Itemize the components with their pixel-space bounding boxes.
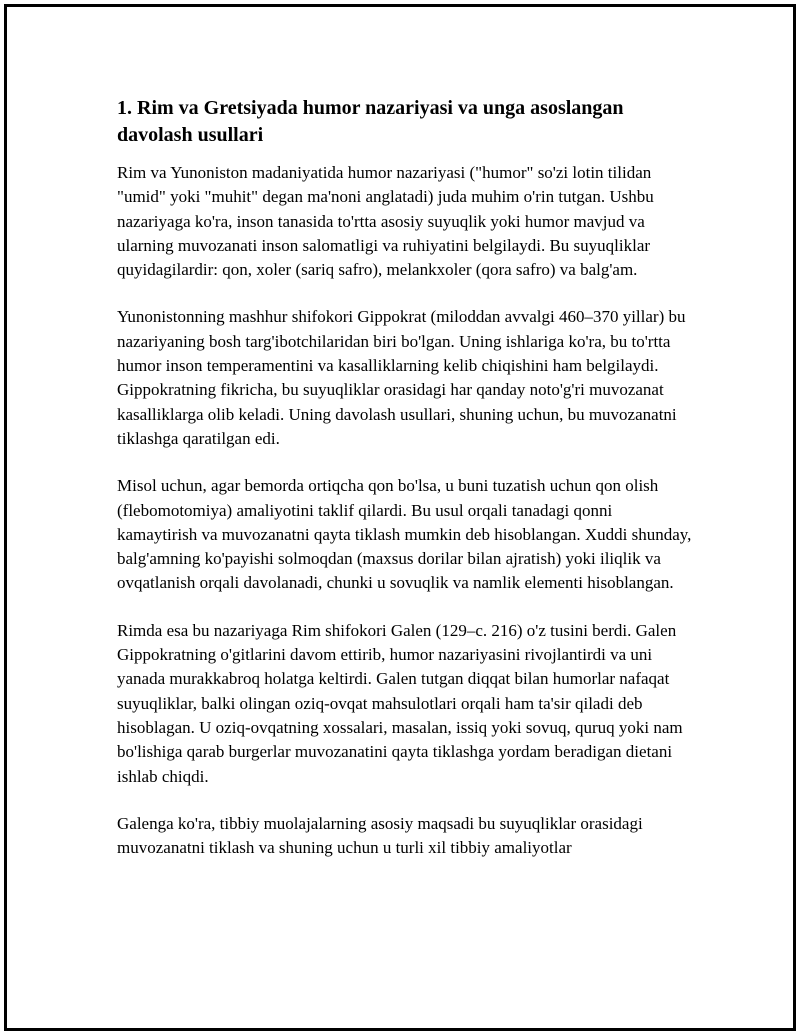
paragraph: Yunonistonning mashhur shifokori Gippokrat (miloddan avvalgi 460–370 yillar) bu nazariyaning bosh targ'ibotchilaridan biri bo'lgan. Uning ishlariga ko'ra, bu to'rtta humor inson temperamentini va kasalliklarning kelib chiqishini ham belgilaydi. Gippokratning fikricha, bu suyuqliklar orasidagi har qanday noto'g'ri muvozanat kasalliklarga olib keladi. Uning davolash usullari, shuning uchun, bu muvozanatni tiklashga qaratilgan edi. [117, 307, 686, 448]
document-body [117, 95, 692, 883]
paragraph: Galenga ko'ra, tibbiy muolajalarning asosiy maqsadi bu suyuqliklar orasidagi muvozanatni tiklash va shuning uchun u turli xil tibbiy amaliyotlar [117, 813, 643, 858]
paragraph: Rim va Yunoniston madaniyatida humor nazariyasi ("humor" so'zi lotin tilidan "umid" yoki "muhit" degan ma'noni anglatadi) juda muhim o'rin tutgan. Ushbu nazariyaga ko'ra, inson tanasida to'rtta asosiy suyuqlik yoki humor mavjud va ularning muvozanati inson salomatligi va ruhiyatini belgilaydi. Bu suyuqliklar quyidagilardir: qon, xoler (sariq safro), melankxoler (qora safro) va balg'am. [117, 163, 654, 280]
paragraph: Rimda esa bu nazariyaga Rim shifokori Galen (129–c. 216) o'z tusini berdi. Galen Gippokratning o'gitlarini davom ettirib, humor nazariyasini rivojlantirdi va uni yanada murakkabroq holatga keltirdi. Galen tutgan diqqat bilan humorlar nafaqat suyuqliklar, balki olingan oziq-ovqat mahsulotlari orqali ham ta'sir qiladi deb hisoblagan. U oziq-ovqatning xossalari, masalan, issiq yoki sovuq, quruq yoki nam bo'lishiga qarab burgerlar muvozanatini qayta tiklashga yordam beradigan dietani ishlab chiqdi. [117, 620, 683, 786]
paragraph: Misol uchun, agar bemorda ortiqcha qon bo'lsa, u buni tuzatish uchun qon olish (flebomotomiya) amaliyotini taklif qilardi. Bu usul orqali tanadagi qonni kamaytirish va muvozanatni qayta tiklash mumkin deb hisoblangan. Xuddi shunday, balg'amning ko'payishi solmoqdan (maxsus dorilar bilan ajratish) yoki iliqlik va ovqatlanish orqali davolanadi, chunki u sovuqlik va namlik elementi hisoblangan. [117, 476, 692, 593]
section-heading: 1. Rim va Gretsiyada humor nazariyasi va unga asoslangan davolash usullari [117, 97, 624, 146]
